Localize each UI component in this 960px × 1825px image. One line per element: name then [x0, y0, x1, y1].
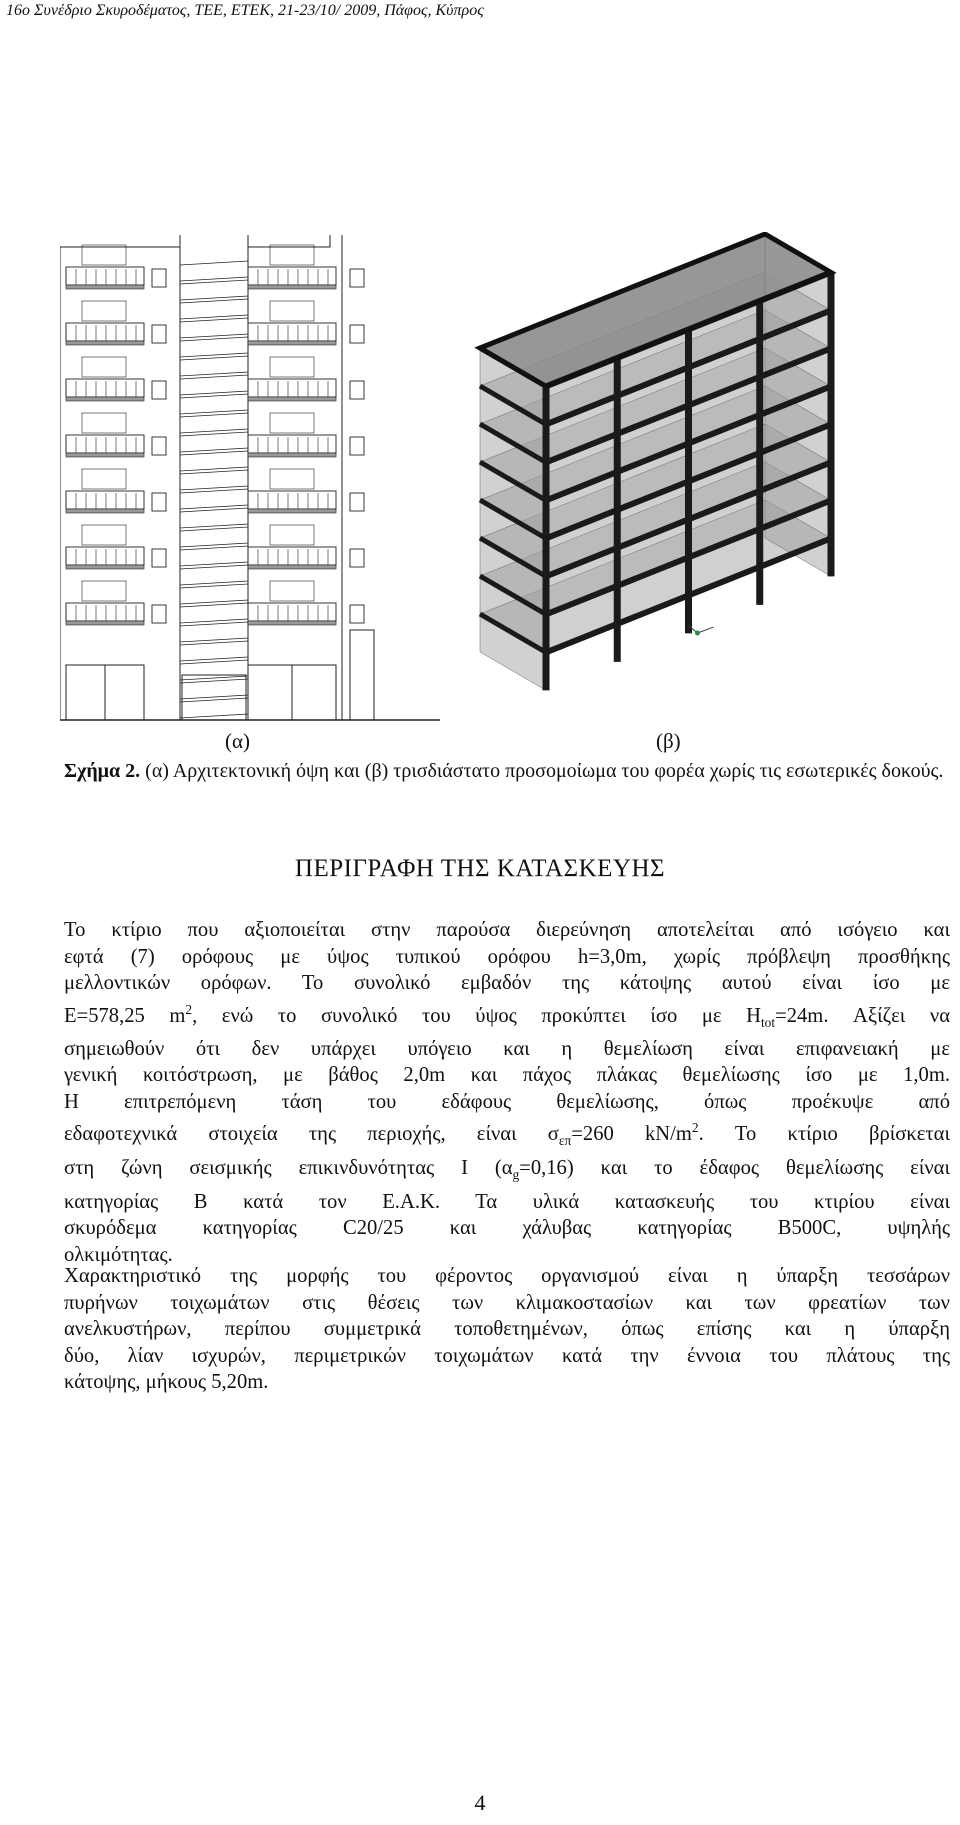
subfigure-label-b: (β) — [656, 729, 681, 753]
subfigure-label-a: (α) — [225, 729, 250, 753]
text-line: δύο, λίαν ισχυρών, περιμετρικών τοιχωμάτων κατά την έννοια του πλάτους της — [64, 1344, 950, 1367]
text-line: μελλοντικών ορόφων. Το συνολικό εμβαδόν της κάτοψης αυτού είναι ίσο με — [64, 972, 950, 994]
text-line: E=578,25 $m^2$, ενώ το συνολικό του ύψος προκύπτει ίσο με $H_{tot}=24m$. Αξίζει να — [64, 1001, 950, 1030]
text-line: σημειωθούν ότι δεν υπάρχει υπόγειο και η θεμελίωση είναι επιφανειακή με — [64, 1037, 950, 1060]
caption-label: Σχήμα 2. — [64, 760, 141, 782]
text-line: γενική κοιτόστρωση, με βάθος 2,0m και πάχος πλάκας θεμελίωσης ίσο με 1,0m. — [64, 1064, 950, 1087]
text-line: πυρήνων τοιχωμάτων στις θέσεις των κλιμακοστασίων και των φρεατίων των — [64, 1291, 950, 1314]
text-line: εφτά (7) ορόφους με ύψος τυπικού ορόφου h=3,0m, χωρίς πρόβλεψη προσθήκης — [64, 945, 950, 968]
page-number: 4 — [474, 1790, 486, 1815]
text-line: στη ζώνη σεισμικής επικινδυνότητας Ι $(\alpha_g=0,16)$ και το έδαφος θεμελίωσης είναι — [64, 1156, 950, 1183]
structural-3d-model-figure — [440, 232, 910, 712]
section-heading: ΠΕΡΙΓΡΑΦΗ ΤΗΣ ΚΑΤΑΣΚΕΥΗΣ — [294, 855, 666, 882]
caption-text: (α) Αρχιτεκτονική όψη και (β) τρισδιάστατο προσομοίωμα του φορέα χωρίς τις εσωτερικές δοκούς. — [140, 760, 944, 782]
running-header: 16ο Συνέδριο Σκυροδέματος, ΤΕΕ, ΕΤΕΚ, 21-23/10/ 2009, Πάφος, Κύπρος — [6, 2, 484, 19]
text-line: Χαρακτηριστικό της μορφής του φέροντος οργανισμού είναι η ύπαρξη τεσσάρων — [64, 1265, 950, 1287]
text-line: ανελκυστήρων, περίπου συμμετρικά τοποθετημένων, όπως επίσης και η ύπαρξη — [64, 1318, 950, 1340]
text-line: κάτοψης, μήκους 5,20m. — [64, 1371, 269, 1393]
text-line: ολκιμότητας. — [64, 1243, 173, 1266]
text-line: Η επιτρεπόμενη τάση του εδάφους θεμελίωσης, όπως προέκυψε από — [64, 1090, 950, 1113]
paragraph-2 — [64, 1263, 950, 1396]
figure-caption — [64, 758, 944, 784]
architectural-elevation-figure — [60, 235, 440, 725]
text-line: κατηγορίας Β κατά τον Ε.Α.Κ. Τα υλικά κατασκευής του κτιρίου είναι — [64, 1190, 950, 1213]
paragraph-1 — [64, 917, 950, 1268]
text-line: εδαφοτεχνικά στοιχεία της περιοχής, είναι $\sigma_{\varepsilon\pi}=260$ $kN/m^2$. Το κτίριο βρίσκεται — [64, 1120, 951, 1149]
text-line: Το κτίριο που αξιοποιείται στην παρούσα διερεύνηση αποτελείται από ισόγειο και — [64, 919, 950, 941]
text-line: σκυρόδεμα κατηγορίας C20/25 και χάλυβας κατηγορίας B500C, υψηλής — [64, 1217, 950, 1240]
